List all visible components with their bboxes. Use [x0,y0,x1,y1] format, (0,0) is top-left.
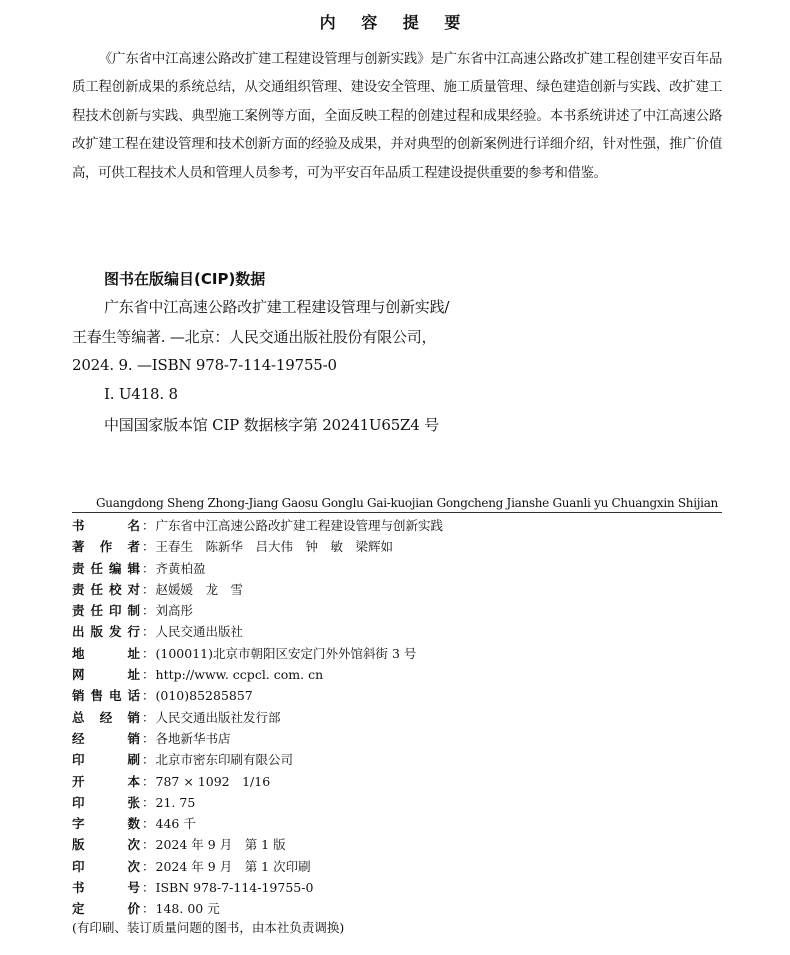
colophon-value: 人民交通出版社 [155,624,244,640]
colophon-entry [72,685,722,706]
colophon-label: 经 销 [72,730,140,746]
colophon-entry [72,771,722,792]
colophon-colon: ： [142,880,155,896]
colophon-colon: ： [142,730,155,746]
colophon-label: 定 价 [72,901,140,917]
colophon-entry [72,834,722,855]
colophon-colon: ： [142,539,155,555]
colophon-value: 人民交通出版社发行部 [155,709,281,725]
colophon-label: 书 号 [72,880,140,896]
colophon-colon: ： [142,560,155,576]
colophon-value: 787 × 1092 1/16 [155,773,271,789]
colophon-colon: ： [142,858,155,874]
colophon-value: http://www. ccpcl. com. cn [155,667,324,683]
colophon-value: 21. 75 [155,794,196,810]
colophon-value: (010)85285857 [155,688,253,704]
colophon-entry [72,813,722,834]
colophon-value: 王春生 陈新华 吕大伟 钟 敏 梁辉如 [155,539,394,555]
colophon-value: 2024 年 9 月 第 1 次印刷 [155,858,311,874]
summary-paragraph: 《广东省中江高速公路改扩建工程建设管理与创新实践》是广东省中江高速公路改扩建工程创建平安百年品质工程创新成果的系统总结，从交通组织管理、建设安全管理、施工质量管理、绿色建造创新与实践、改扩建工程技术创新与实践、典型施工案例等方面，全面反映工程的创建过程和成果经验。本书系统讲述了中江高速公路改扩建工程在建设管理和技术创新方面的经验及成果，并对典型的创新案例进行详细介绍，针对性强，推广价值高，可供工程技术人员和管理人员参考，可为平安百年品质工程建设提供重要的参考和借鉴。 [72,52,722,181]
colophon-value: 刘高彤 [155,603,194,619]
colophon-label: 责 任 校 对 [72,581,140,597]
colophon-entry [72,749,722,770]
colophon-colon: ： [142,794,155,810]
colophon-entry [72,558,722,579]
colophon-colon: ： [142,624,155,640]
colophon-colon: ： [142,688,155,704]
cip-line: Ⅰ. U418. 8 [104,385,178,403]
colophon-label: 著 作 者 [72,539,140,555]
colophon-label: 总 经 销 [72,709,140,725]
colophon-colon: ： [142,816,155,832]
colophon-entry [72,515,722,536]
colophon-value: ISBN 978-7-114-19755-0 [155,880,314,896]
colophon-label: 印 刷 [72,752,140,768]
colophon-value: 446 千 [155,816,196,832]
colophon-entry [72,856,722,877]
colophon-colon: ： [142,603,155,619]
colophon-value: 北京市密东印刷有限公司 [155,752,294,768]
colophon-label: 书 名 [72,518,140,533]
colophon-value: 148. 00 元 [155,901,220,917]
colophon-label: 开 本 [72,773,140,789]
colophon-label: 字 数 [72,816,140,832]
colophon-label: 印 次 [72,858,140,874]
colophon-entry [72,664,722,685]
colophon-value: 广东省中江高速公路改扩建工程建设管理与创新实践 [155,518,444,533]
page-title: 内 容 提 要 [319,13,471,32]
cip-heading: 图书在版编目(CIP)数据 [104,270,266,288]
colophon-colon: ： [142,901,155,917]
colophon-value: 赵媛媛 龙 雪 [155,581,244,597]
colophon-colon: ： [142,645,155,661]
colophon-value: 各地新华书店 [155,730,231,746]
colophon-label: 印 张 [72,794,140,810]
colophon-colon: ： [142,709,155,725]
colophon-value: 齐黄柏盈 [155,560,206,576]
colophon-label: 出 版 发 行 [72,624,140,640]
cip-line: 广东省中江高速公路改扩建工程建设管理与创新实践/ [104,298,450,316]
colophon-entry [72,600,722,621]
colophon-entry [72,621,722,642]
colophon-label: 销 售 电 话 [72,688,140,704]
colophon-colon: ： [142,752,155,768]
colophon-list [72,515,722,920]
colophon-entry [72,728,722,749]
colophon-colon: ： [142,581,155,597]
colophon-entry [72,792,722,813]
colophon-entry [72,877,722,898]
footnote: (有印刷、装订质量问题的图书，由本社负责调换) [72,920,345,935]
cip-line: 王春生等编著. —北京：人民交通出版社股份有限公司， [72,328,437,346]
colophon-label: 责 任 印 制 [72,603,140,619]
colophon-entry [72,536,722,557]
cip-line: 2024. 9. —ISBN 978-7-114-19755-0 [72,356,337,374]
divider [72,512,722,513]
colophon-colon: ： [142,667,155,683]
colophon-entry [72,643,722,664]
colophon-label: 地 址 [72,645,140,661]
colophon-entry [72,579,722,600]
colophon-entry [72,898,722,919]
colophon-colon: ： [142,837,155,853]
colophon-colon: ： [142,773,155,789]
colophon-entry [72,707,722,728]
colophon-label: 网 址 [72,667,140,683]
colophon-label: 版 次 [72,837,140,853]
cip-line: 中国国家版本馆 CIP 数据核字第 20241U65Z4 号 [104,416,439,434]
colophon-colon: ： [142,518,155,533]
colophon-label: 责 任 编 辑 [72,560,140,576]
colophon-value: 2024 年 9 月 第 1 版 [155,837,286,853]
pinyin-title: Guangdong Sheng Zhong-Jiang Gaosu Gonglu Gai-kuojian Gongcheng Jianshe Guanli yu Chuangxin Shijian [96,496,718,510]
colophon-value: (100011)北京市朝阳区安定门外外馆斜街 3 号 [155,645,417,661]
